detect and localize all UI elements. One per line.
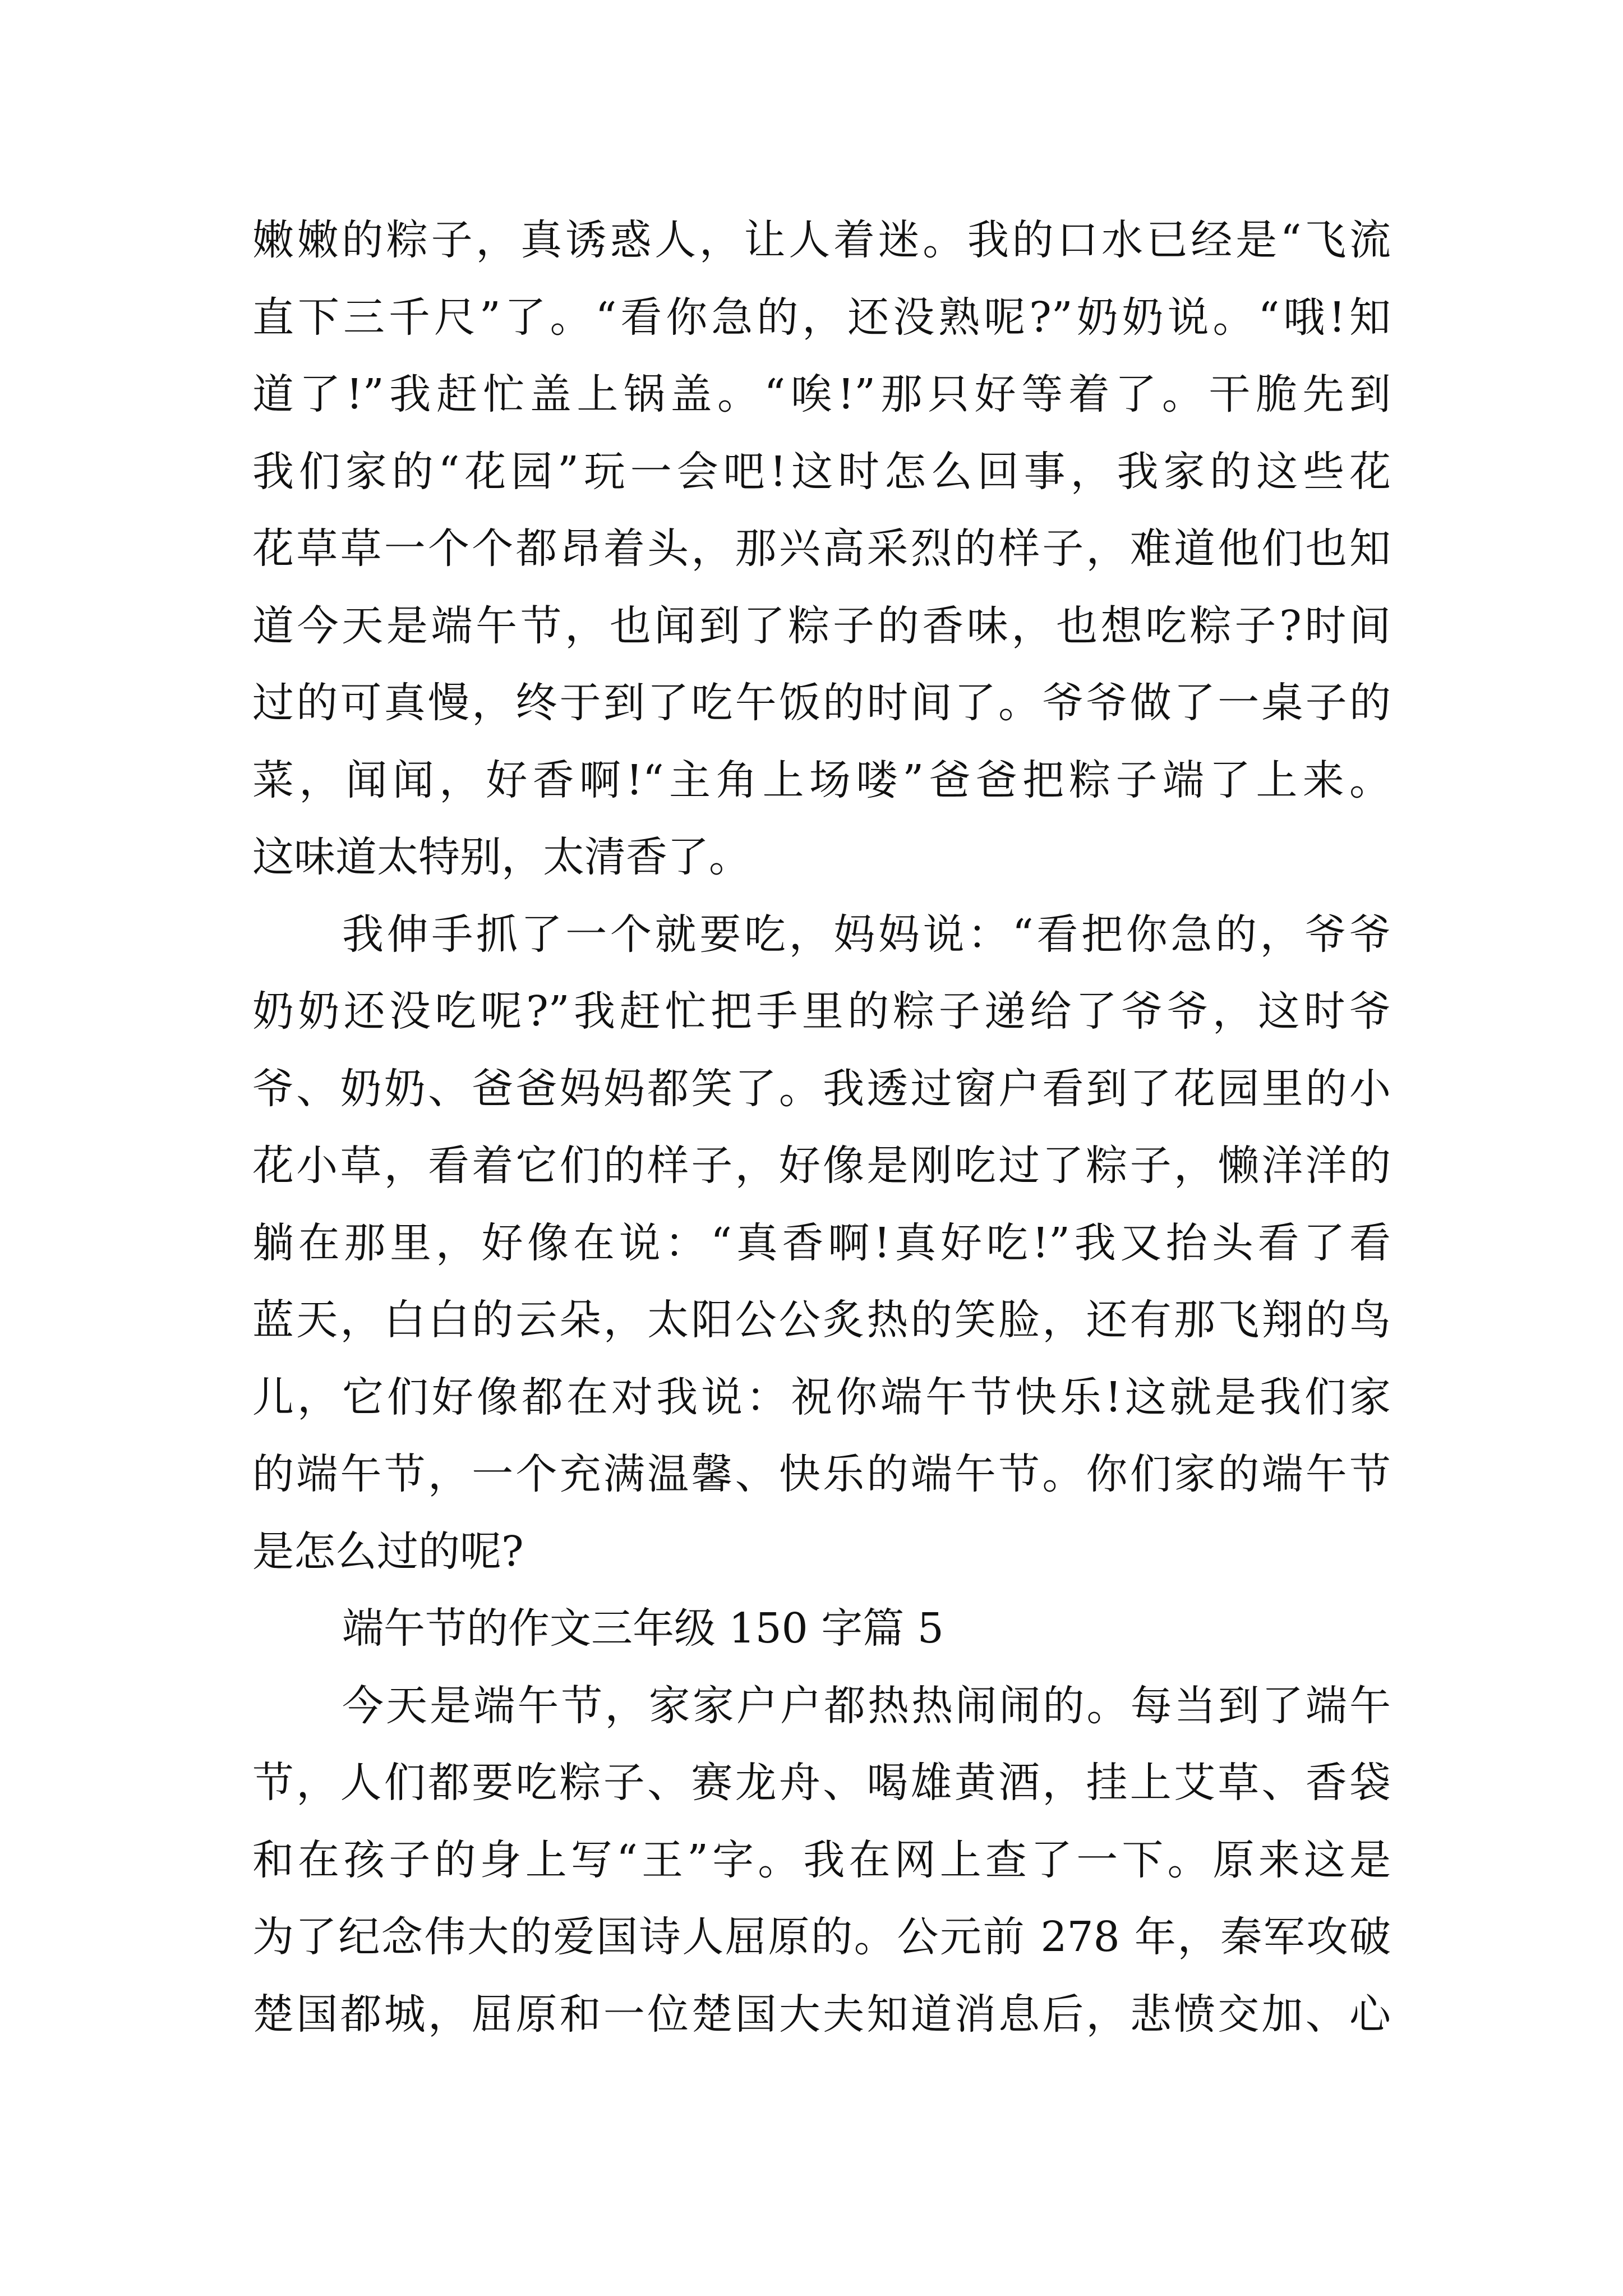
text-line: 楚国都城，屈原和一位楚国大夫知道消息后，悲愤交加、心 xyxy=(252,1990,1391,2039)
text-line: 菜，闻闻，好香啊!“主角上场喽”爸爸把粽子端了上来。 xyxy=(252,756,1391,804)
text-line: 这味道太特别，太清香了。 xyxy=(252,833,750,881)
article-body xyxy=(252,202,1391,2053)
text-line: 爷、奶奶、爸爸妈妈都笑了。我透过窗户看到了花园里的小 xyxy=(252,1064,1391,1113)
text-line: 奶奶还没吃呢?”我赶忙把手里的粽子递给了爷爷，这时爷 xyxy=(252,987,1391,1036)
text-line: 嫩嫩的粽子，真诱惑人，让人着迷。我的口水已经是“飞流 xyxy=(252,216,1391,264)
text-line: 的端午节，一个充满温馨、快乐的端午节。你们家的端午节 xyxy=(252,1450,1391,1498)
text-line: 花草草一个个都昂着头，那兴高采烈的样子，难道他们也知 xyxy=(252,524,1391,573)
text-line: 直下三千尺”了。“看你急的，还没熟呢?”奶奶说。“哦!知 xyxy=(252,293,1391,342)
text-line: 躺在那里，好像在说：“真香啊!真好吃!”我又抬头看了看 xyxy=(252,1218,1391,1267)
text-line: 蓝天，白白的云朵，太阳公公炙热的笑脸，还有那飞翔的鸟 xyxy=(252,1296,1391,1344)
section-heading: 端午节的作文三年级 150 字篇 5 xyxy=(342,1604,944,1653)
text-line: 过的可真慢，终于到了吃午饭的时间了。爷爷做了一桌子的 xyxy=(252,679,1391,727)
text-line: 今天是端午节，家家户户都热热闹闹的。每当到了端午 xyxy=(342,1681,1391,1730)
text-line: 儿，它们好像都在对我说：祝你端午节快乐!这就是我们家 xyxy=(252,1373,1391,1421)
text-line: 我伸手抓了一个就要吃，妈妈说：“看把你急的，爷爷 xyxy=(342,910,1391,959)
text-line: 我们家的“花园”玩一会吧!这时怎么回事，我家的这些花 xyxy=(252,447,1391,496)
text-line: 花小草，看着它们的样子，好像是刚吃过了粽子，懒洋洋的 xyxy=(252,1142,1391,1190)
text-line: 节，人们都要吃粽子、赛龙舟、喝雄黄酒，挂上艾草、香袋 xyxy=(252,1759,1391,1807)
text-line: 为了纪念伟大的爱国诗人屈原的。公元前 278 年，秦军攻破 xyxy=(252,1913,1391,1961)
text-line: 道今天是端午节，也闻到了粽子的香味，也想吃粽子?时间 xyxy=(252,601,1391,650)
text-line: 和在孩子的身上写“王”字。我在网上查了一下。原来这是 xyxy=(252,1835,1391,1884)
text-line: 道了!”我赶忙盖上锅盖。“唉!”那只好等着了。干脆先到 xyxy=(252,370,1391,418)
text-line: 是怎么过的呢? xyxy=(252,1527,524,1576)
